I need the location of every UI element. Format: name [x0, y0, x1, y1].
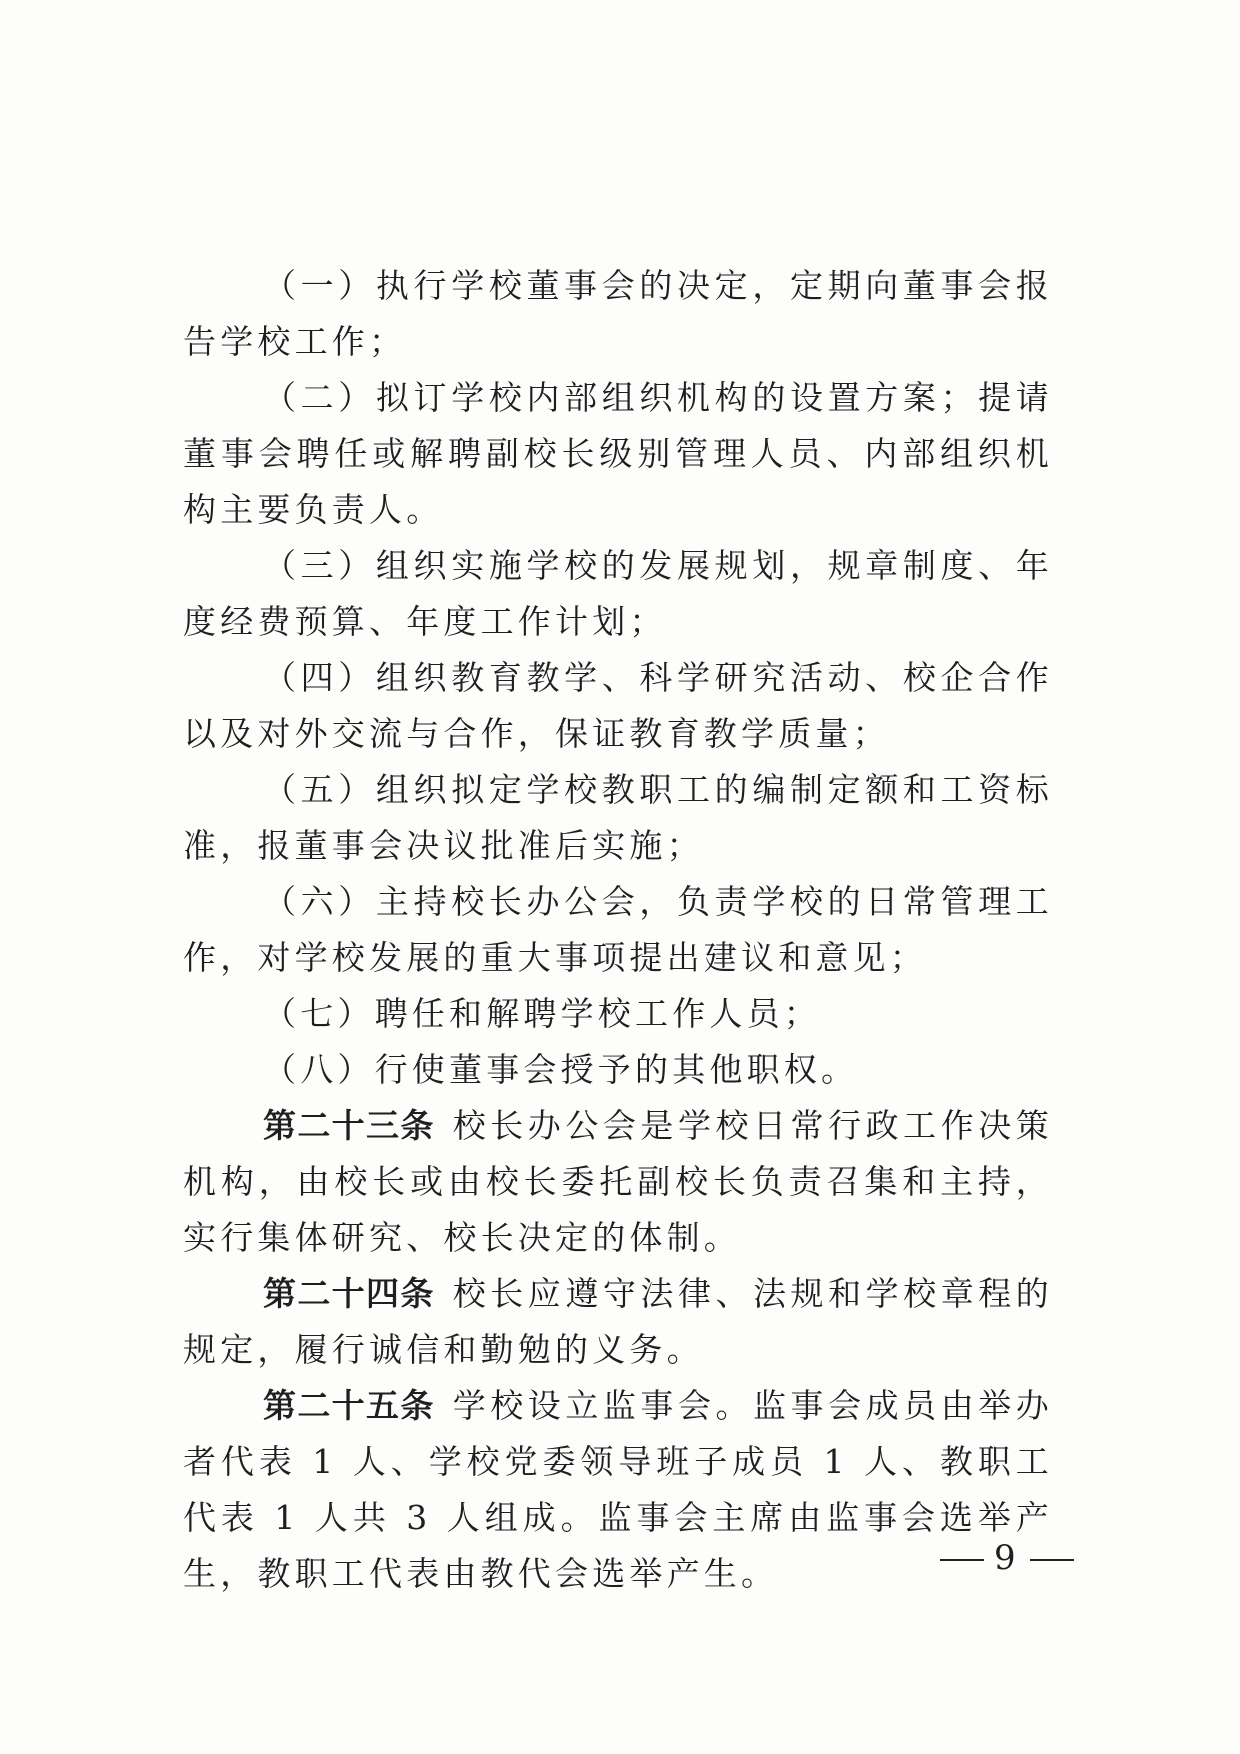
article-text: 校长办公会是学校日常行政工作决策机构，由校长或由校长委托副校长负责召集和主持，实行集体研究、校长决定的体制。 [183, 1106, 1054, 1257]
article-23 [183, 1098, 1053, 1266]
list-item: （七）聘任和解聘学校工作人员； [263, 994, 821, 1033]
article-25 [183, 1378, 1053, 1602]
article-text: 校长应遵守法律、法规和学校章程的规定，履行诚信和勤勉的义务。 [183, 1274, 1054, 1369]
list-item: （二）拟订学校内部组织机构的设置方案；提请董事会聘任或解聘副校长级别管理人员、内部组织机构主要负责人。 [183, 378, 1053, 529]
article-number: 第二十五条 [263, 1386, 435, 1425]
article-24 [183, 1266, 1053, 1378]
page-number: 9 [994, 1538, 1020, 1578]
list-item: （五）组织拟定学校教职工的编制定额和工资标准，报董事会决议批准后实施； [183, 770, 1053, 865]
list-item: （八）行使董事会授予的其他职权。 [263, 1050, 859, 1089]
page-body [183, 258, 1053, 1602]
footer-dash-left [940, 1559, 984, 1561]
list-item: （三）组织实施学校的发展规划，规章制度、年度经费预算、年度工作计划； [183, 546, 1053, 641]
list-item: （一）执行学校董事会的决定，定期向董事会报告学校工作； [183, 266, 1053, 361]
article-text: 学校设立监事会。监事会成员由举办者代表 1 人、学校党委领导班子成员 1 人、教职工代表 1 人共 3 人组成。监事会主席由监事会选举产生，教职工代表由教代会选举产生。 [183, 1386, 1054, 1593]
article-number: 第二十三条 [263, 1106, 435, 1145]
list-item: （六）主持校长办公会，负责学校的日常管理工作，对学校发展的重大事项提出建议和意见； [183, 882, 1053, 977]
list-item: （四）组织教育教学、科学研究活动、校企合作以及对外交流与合作，保证教育教学质量； [183, 658, 1053, 753]
page-footer [930, 1538, 1084, 1578]
article-number: 第二十四条 [263, 1274, 435, 1313]
footer-dash-right [1030, 1559, 1074, 1561]
